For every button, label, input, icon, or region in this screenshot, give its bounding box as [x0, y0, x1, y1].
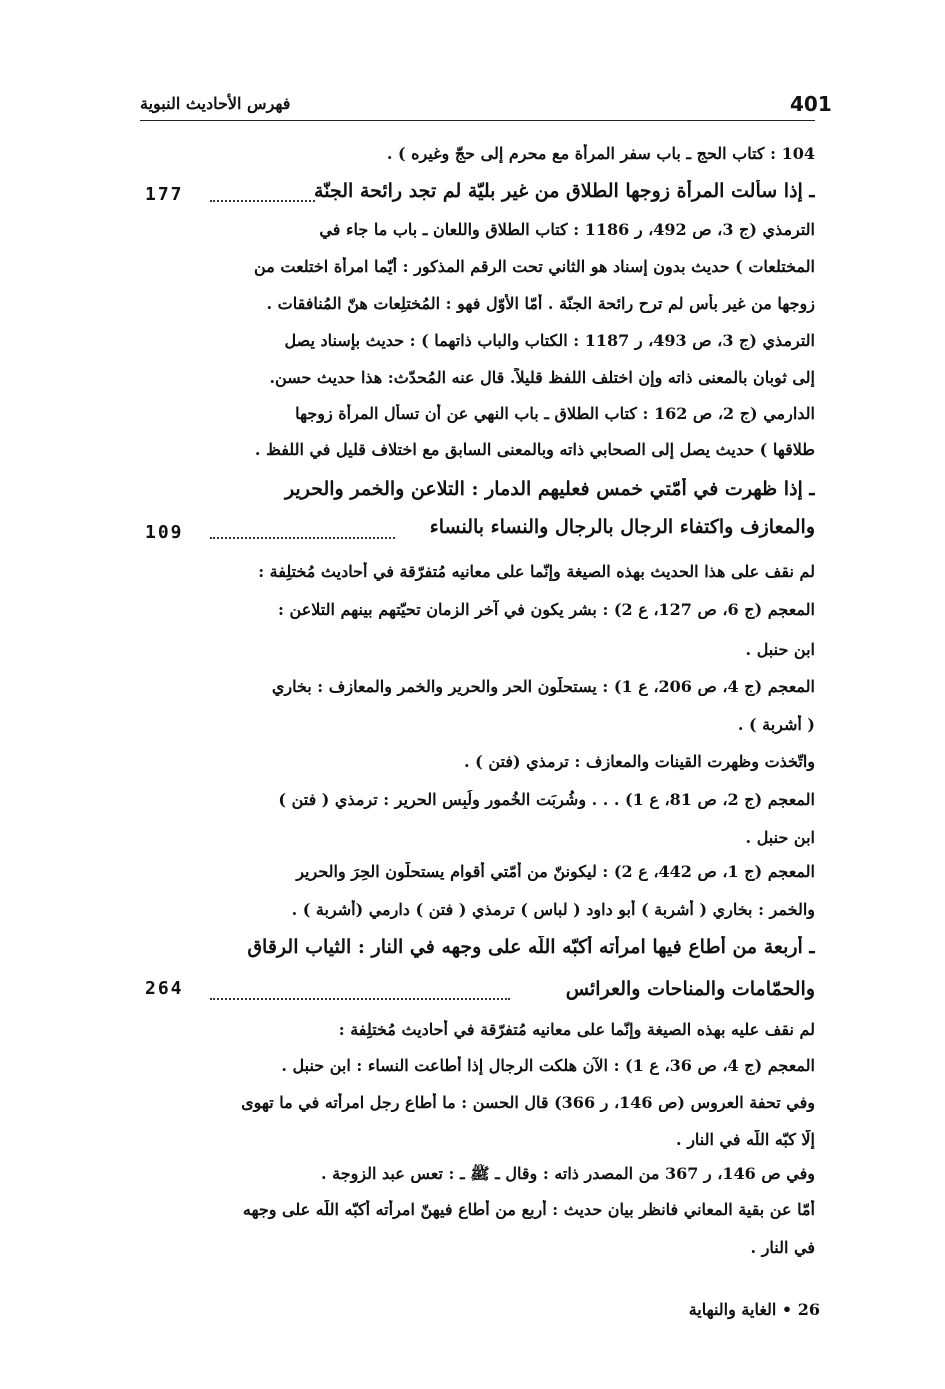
entry-title: ـ إذا ظهرت في أمّتي خمس فعليهم الدمار : التلاعن والخمر والحرير — [284, 478, 815, 500]
entry-page-number: 109 — [145, 522, 184, 543]
text-line: أمّا عن بقية المعاني فانظر بيان حديث : أربع من أطاع فيهنّ امرأته أكبّه اللّه على وجهه — [242, 1200, 815, 1219]
text-line: المختلعات ) حديث بدون إسناد هو الثاني تحت الرقم المذكور : أيّما امرأة اختلعت من — [254, 257, 815, 276]
text-line: زوجها من غير بأس لم ترح رائحة الجنّة . أمّا الأوّل فهو : المُختلِعات هنّ المُنافقات . — [266, 294, 815, 313]
text-line: في النار . — [750, 1238, 815, 1257]
text-line: لم نقف على هذا الحديث بهذه الصيغة وإنّما على معانيه مُتفرّقة في أحاديث مُختلِفة : — [258, 562, 815, 581]
text-line: وفي تحفة العروس (ص 146، ر 366) قال الحسن : ما أطاع رجل امرأته في ما تهوى — [241, 1093, 815, 1112]
text-line: الترمذي (ج 3، ص 492، ر 1186 : كتاب الطلاق واللعان ـ باب ما جاء في — [319, 220, 815, 239]
text-line: الترمذي (ج 3، ص 493، ر 1187 : الكتاب والباب ذاتهما ) : حديث بإسناد يصل — [284, 331, 815, 350]
text-line: إلّا كبّه اللّه في النار . — [676, 1130, 815, 1149]
text-line: المعجم (ج 2، ص 81، ع 1) . . . وشُرِبَت الخُمور ولُبِس الحرير : ترمذي ( فتن ) — [278, 790, 815, 809]
leader-dots — [210, 537, 395, 539]
text-line: المعجم (ج 6، ص 127، ع 2) : بشر يكون في آخر الزمان تحيّتهم بينهم التلاعن : — [278, 600, 815, 619]
page-header — [140, 90, 832, 121]
text-line: المعجم (ج 4، ص 206، ع 1) : يستحلّون الحر والحرير والخمر والمعازف : بخاري — [271, 677, 815, 696]
entry-title: ـ إذا سألت المرأة زوجها الطلاق من غير بليّة لم تجد رائحة الجنّة — [314, 180, 815, 202]
text-line: طلاقها ) حديث يصل إلى الصحابي ذاته وبالمعنى السابق مع اختلاف قليل في اللفظ . — [254, 440, 815, 459]
text-line: واتّخذت وظهرت القينات والمعازف : ترمذي (فتن ) . — [464, 752, 815, 771]
text-line: ( أشربة ) . — [737, 715, 815, 734]
leader-dots — [210, 200, 315, 202]
leader-dots — [210, 998, 510, 1000]
entry-title: والمعازف واكتفاء الرجال بالرجال والنساء بالنساء — [429, 516, 815, 538]
text-line: الدارمي (ج 2، ص 162 : كتاب الطلاق ـ باب النهي عن أن تسأل المرأة زوجها — [295, 404, 815, 423]
text-line: وفي ص 146، ر 367 من المصدر ذاته : وقال ـ ﷺ ـ : تعس عبد الزوجة . — [320, 1164, 815, 1183]
text-line: إلى ثوبان بالمعنى ذاته وإن اختلف اللفظ قليلاً. قال عنه المُحدّث: هذا حديث حسن. — [269, 368, 815, 387]
footer-book-title: • الغاية والنهاية — [688, 1300, 793, 1319]
entry-title: ـ أربعة من أطاع فيها امرأته أكبّه اللّه على وجهه في النار : الثياب الرقاق — [247, 936, 815, 958]
text-line: المعجم (ج 1، ص 442، ع 2) : ليكوننّ من أمّتي أقوام يستحلّون الحِرَ والحرير — [296, 862, 815, 881]
entry-page-number: 264 — [145, 978, 184, 999]
footer-page-number: 26 — [797, 1300, 820, 1319]
entry-title: والحمّامات والمناحات والعرائس — [565, 978, 815, 1000]
page-footer — [689, 1300, 820, 1319]
text-line: لم نقف عليه بهذه الصيغة وإنّما على معانيه مُتفرّقة في أحاديث مُختلِفة : — [338, 1020, 815, 1039]
text-line: المعجم (ج 4، ص 36، ع 1) : الآن هلكت الرجال إذا أطاعت النساء : ابن حنبل . — [281, 1056, 815, 1075]
running-title: فهرس الأحاديث النبوية — [140, 94, 291, 113]
text-line: ابن حنبل . — [745, 828, 815, 847]
entry-page-number: 177 — [145, 184, 184, 205]
text-line: والخمر : بخاري ( أشربة ) أبو داود ( لباس ) ترمذي ( فتن ) دارمي (أشربة ) . — [291, 900, 815, 919]
text-line: ابن حنبل . — [745, 640, 815, 659]
text-line: 104 : كتاب الحج ـ باب سفر المرأة مع محرم إلى حجّ وغيره ) . — [386, 144, 815, 163]
page-number: 401 — [790, 92, 832, 116]
